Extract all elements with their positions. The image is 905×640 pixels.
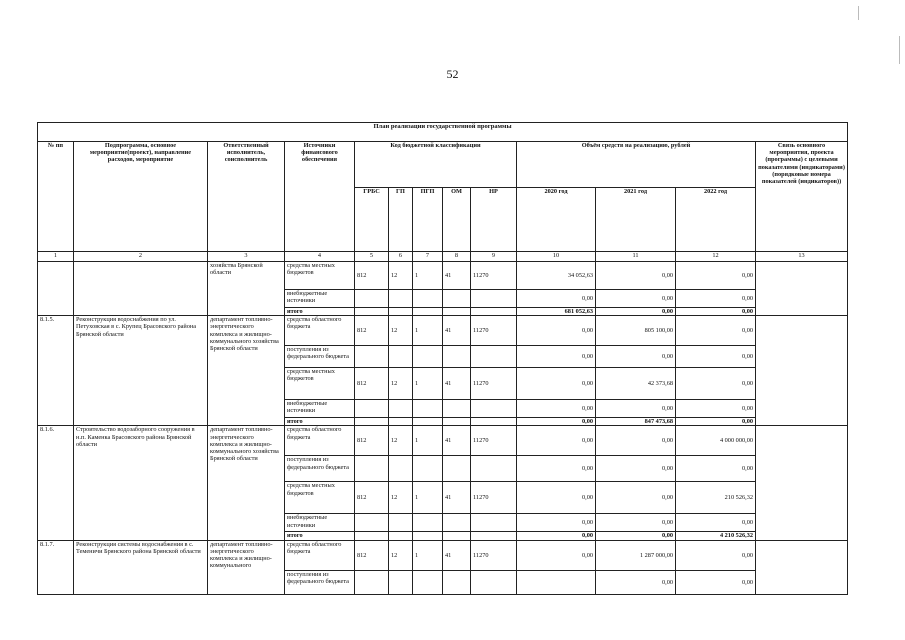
- column-number: 11: [596, 252, 676, 262]
- row-amount-2022: 0,00: [676, 400, 756, 418]
- row-amount-2021: 0,00: [596, 456, 676, 482]
- row-code-om: [443, 456, 471, 482]
- row-program: [74, 262, 208, 316]
- row-code-gp: [389, 418, 413, 426]
- row-code-nr: [471, 532, 517, 540]
- row-amount-2020: 0,00: [517, 290, 596, 308]
- row-amount-2021: 847 473,68: [596, 418, 676, 426]
- row-link: [756, 540, 848, 594]
- row-program: Реконструкция водоснабжения по ул. Петуховская в с. Крупец Брасовского района Брянской области: [74, 316, 208, 426]
- header-gp: ГП: [389, 188, 413, 252]
- table-row: [38, 316, 848, 346]
- column-number: 2: [74, 252, 208, 262]
- row-amount-2020: 0,00: [517, 368, 596, 400]
- row-code-pgp: 1: [413, 482, 443, 514]
- header-amount: Объём средств на реализацию, рублей: [517, 142, 756, 188]
- row-code-grbs: [355, 290, 389, 308]
- row-amount-2022: 0,00: [676, 290, 756, 308]
- row-link: [756, 316, 848, 426]
- row-code-grbs: [355, 346, 389, 368]
- row-code-nr: 11270: [471, 316, 517, 346]
- row-code-gp: [389, 532, 413, 540]
- row-code-pgp: [413, 532, 443, 540]
- row-code-gp: [389, 308, 413, 316]
- row-amount-2021: 42 373,68: [596, 368, 676, 400]
- row-code-om: [443, 290, 471, 308]
- row-source: внебюджетные источники: [285, 514, 355, 532]
- row-source: поступления из федерального бюджета: [285, 570, 355, 594]
- row-amount-2020: 0,00: [517, 346, 596, 368]
- row-executor: департамент топливно-энергетического комплекса и жилищно-коммунального хозяйства Брянской области: [208, 426, 285, 540]
- row-code-grbs: [355, 418, 389, 426]
- row-amount-2022: 0,00: [676, 262, 756, 290]
- row-number: 8.1.5.: [38, 316, 74, 426]
- row-code-pgp: [413, 400, 443, 418]
- row-code-pgp: [413, 514, 443, 532]
- row-code-nr: [471, 308, 517, 316]
- row-code-gp: 12: [389, 316, 413, 346]
- program-plan-table: [37, 122, 848, 595]
- row-executor: хозяйства Брянской области: [208, 262, 285, 316]
- row-amount-2022: 210 526,32: [676, 482, 756, 514]
- row-amount-2020: 0,00: [517, 532, 596, 540]
- column-number: 12: [676, 252, 756, 262]
- row-amount-2021: 0,00: [596, 570, 676, 594]
- column-number: 3: [208, 252, 285, 262]
- column-number: 5: [355, 252, 389, 262]
- row-amount-2022: 0,00: [676, 456, 756, 482]
- row-code-om: [443, 400, 471, 418]
- row-code-nr: [471, 290, 517, 308]
- row-code-gp: [389, 456, 413, 482]
- column-number: 8: [443, 252, 471, 262]
- row-code-grbs: 812: [355, 262, 389, 290]
- row-amount-2022: 0,00: [676, 316, 756, 346]
- row-code-om: 41: [443, 262, 471, 290]
- row-code-grbs: 812: [355, 368, 389, 400]
- column-number: 7: [413, 252, 443, 262]
- row-code-nr: 11270: [471, 368, 517, 400]
- header-2020: 2020 год: [517, 188, 596, 252]
- row-number: 8.1.6.: [38, 426, 74, 540]
- row-code-grbs: 812: [355, 316, 389, 346]
- row-source: итого: [285, 308, 355, 316]
- row-amount-2020: 0,00: [517, 426, 596, 456]
- row-code-nr: [471, 514, 517, 532]
- row-code-pgp: 1: [413, 540, 443, 570]
- header-link: Связь основного мероприятия, проекта (программы) с целевыми показателями (индикаторами) (порядковые номера показателей (индикаторов)): [756, 142, 848, 252]
- row-code-gp: [389, 570, 413, 594]
- scan-mark: [858, 6, 859, 20]
- row-program: Реконструкция системы водоснабжения в с. Теменичи Брянского района Брянской области: [74, 540, 208, 594]
- row-amount-2021: 805 100,00: [596, 316, 676, 346]
- row-code-om: [443, 532, 471, 540]
- row-code-nr: 11270: [471, 540, 517, 570]
- row-amount-2020: 0,00: [517, 418, 596, 426]
- row-amount-2020: [517, 570, 596, 594]
- row-source: внебюджетные источники: [285, 290, 355, 308]
- row-code-nr: [471, 418, 517, 426]
- row-source: средства областного бюджета: [285, 540, 355, 570]
- row-amount-2021: 0,00: [596, 400, 676, 418]
- column-number: 9: [471, 252, 517, 262]
- header-executor: Ответственный исполнитель, соисполнитель: [208, 142, 285, 252]
- row-amount-2021: 0,00: [596, 346, 676, 368]
- header-2022: 2022 год: [676, 188, 756, 252]
- row-code-gp: 12: [389, 540, 413, 570]
- column-number-row: [38, 252, 848, 262]
- row-amount-2021: 0,00: [596, 426, 676, 456]
- row-amount-2022: 0,00: [676, 308, 756, 316]
- row-code-nr: [471, 456, 517, 482]
- header-pgp: ПГП: [413, 188, 443, 252]
- row-code-grbs: [355, 532, 389, 540]
- row-code-gp: 12: [389, 262, 413, 290]
- column-number: 6: [389, 252, 413, 262]
- row-code-nr: [471, 346, 517, 368]
- row-code-nr: 11270: [471, 482, 517, 514]
- row-code-grbs: [355, 514, 389, 532]
- row-amount-2021: 0,00: [596, 290, 676, 308]
- row-code-om: [443, 308, 471, 316]
- row-source: итого: [285, 418, 355, 426]
- row-code-grbs: 812: [355, 540, 389, 570]
- header-grbs: ГРБС: [355, 188, 389, 252]
- header-om: ОМ: [443, 188, 471, 252]
- row-code-gp: [389, 514, 413, 532]
- page-number: 52: [446, 67, 459, 81]
- header-2021: 2021 год: [596, 188, 676, 252]
- row-code-om: [443, 514, 471, 532]
- row-code-gp: 12: [389, 368, 413, 400]
- row-amount-2022: 0,00: [676, 368, 756, 400]
- header-program: Подпрограмма, основное мероприятие(проект), направление расходов, мероприятие: [74, 142, 208, 252]
- row-amount-2020: 0,00: [517, 456, 596, 482]
- header-nr: НР: [471, 188, 517, 252]
- row-amount-2022: 0,00: [676, 418, 756, 426]
- row-number: 8.1.7.: [38, 540, 74, 594]
- row-source: средства областного бюджета: [285, 316, 355, 346]
- table-row: [38, 426, 848, 456]
- row-code-nr: 11270: [471, 262, 517, 290]
- row-code-gp: 12: [389, 482, 413, 514]
- header-sources: Источники финансового обеспечения: [285, 142, 355, 252]
- row-code-grbs: 812: [355, 426, 389, 456]
- row-code-pgp: [413, 456, 443, 482]
- row-amount-2022: 0,00: [676, 570, 756, 594]
- row-code-grbs: [355, 308, 389, 316]
- table-title: План реализации государственной программы: [38, 123, 848, 142]
- table-row: [38, 262, 848, 290]
- row-amount-2020: 0,00: [517, 316, 596, 346]
- row-amount-2020: 0,00: [517, 482, 596, 514]
- row-amount-2021: 0,00: [596, 514, 676, 532]
- row-code-om: 41: [443, 316, 471, 346]
- header-num: № пп: [38, 142, 74, 252]
- row-code-nr: [471, 570, 517, 594]
- row-code-pgp: [413, 290, 443, 308]
- row-code-grbs: 812: [355, 482, 389, 514]
- row-code-gp: 12: [389, 426, 413, 456]
- row-code-pgp: [413, 570, 443, 594]
- row-code-pgp: 1: [413, 262, 443, 290]
- row-program: Строительство водозаборного сооружения в н.п. Каменка Брасовского района Брянской области: [74, 426, 208, 540]
- row-code-nr: 11270: [471, 426, 517, 456]
- header-budget-code: Код бюджетной классификации: [355, 142, 517, 188]
- row-source: поступления из федерального бюджета: [285, 346, 355, 368]
- row-amount-2020: 0,00: [517, 400, 596, 418]
- row-code-om: [443, 418, 471, 426]
- row-amount-2021: 0,00: [596, 532, 676, 540]
- row-amount-2021: 0,00: [596, 482, 676, 514]
- row-code-om: 41: [443, 482, 471, 514]
- row-code-om: 41: [443, 540, 471, 570]
- row-amount-2020: 34 052,63: [517, 262, 596, 290]
- row-source: внебюджетные источники: [285, 400, 355, 418]
- row-link: [756, 426, 848, 540]
- row-link: [756, 262, 848, 316]
- column-number: 13: [756, 252, 848, 262]
- row-amount-2021: 0,00: [596, 262, 676, 290]
- row-code-nr: [471, 400, 517, 418]
- row-amount-2020: 681 052,63: [517, 308, 596, 316]
- row-code-grbs: [355, 570, 389, 594]
- row-amount-2020: 0,00: [517, 514, 596, 532]
- row-code-pgp: 1: [413, 316, 443, 346]
- table-body: [38, 262, 848, 595]
- row-amount-2021: 0,00: [596, 308, 676, 316]
- column-number: 10: [517, 252, 596, 262]
- scan-mark: [899, 36, 900, 64]
- row-source: средства областного бюджета: [285, 426, 355, 456]
- row-code-om: 41: [443, 368, 471, 400]
- row-number: [38, 262, 74, 316]
- row-executor: департамент топливно-энергетического комплекса и жилищно-коммунального хозяйства Брянской области: [208, 316, 285, 426]
- row-amount-2022: 0,00: [676, 514, 756, 532]
- row-amount-2022: 0,00: [676, 346, 756, 368]
- row-source: итого: [285, 532, 355, 540]
- row-code-om: [443, 570, 471, 594]
- row-code-pgp: 1: [413, 368, 443, 400]
- row-code-grbs: [355, 456, 389, 482]
- row-code-pgp: [413, 418, 443, 426]
- row-code-om: 41: [443, 426, 471, 456]
- row-executor: департамент топливно-энергетического комплекса и жилищно-коммунального: [208, 540, 285, 594]
- row-source: средства местных бюджетов: [285, 368, 355, 400]
- row-code-om: [443, 346, 471, 368]
- row-amount-2020: 0,00: [517, 540, 596, 570]
- row-code-grbs: [355, 400, 389, 418]
- row-amount-2022: 0,00: [676, 540, 756, 570]
- row-code-gp: [389, 400, 413, 418]
- row-amount-2022: 4 000 000,00: [676, 426, 756, 456]
- row-code-pgp: [413, 308, 443, 316]
- row-source: средства местных бюджетов: [285, 262, 355, 290]
- row-code-pgp: [413, 346, 443, 368]
- column-number: 4: [285, 252, 355, 262]
- row-code-gp: [389, 290, 413, 308]
- row-source: поступления из федерального бюджета: [285, 456, 355, 482]
- column-number: 1: [38, 252, 74, 262]
- row-source: средства местных бюджетов: [285, 482, 355, 514]
- row-amount-2022: 4 210 526,32: [676, 532, 756, 540]
- row-code-gp: [389, 346, 413, 368]
- row-amount-2021: 1 287 000,00: [596, 540, 676, 570]
- table-row: [38, 540, 848, 570]
- row-code-pgp: 1: [413, 426, 443, 456]
